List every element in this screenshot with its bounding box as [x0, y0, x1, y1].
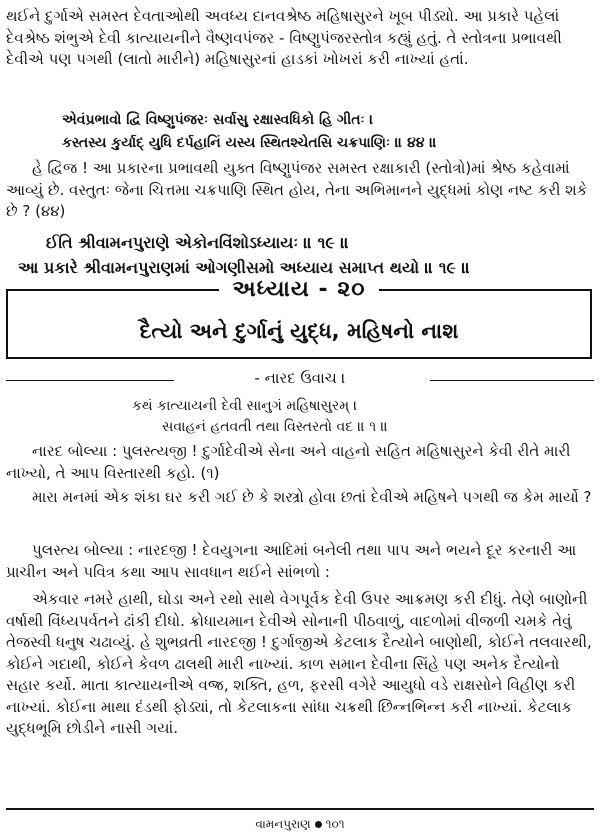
divider-right — [430, 380, 594, 381]
body-paragraph: પુલસ્ત્ય બોલ્યા : નારદજી ! દેવયુગના આદિમાં બનેલી તથા પાપ અને ભયને દૂર કરનારી આ પ્રાચીન અને પવિત્ર કથા આપ સાવધાન થઈને સાંભળો : — [6, 541, 577, 581]
chapter-heading-box — [6, 277, 592, 359]
chapter-number: અધ્યાય - ૨૦ — [8, 277, 590, 302]
sanskrit-verse-line: એવંપ્રભાવો દ્વિ વિષ્ણુપંજરઃ સર્વાસુ રક્ષાસ્વધિકો હિ ગીતઃ । — [62, 112, 374, 128]
body-paragraph: મારા મનમાં એક શંકા ઘર કરી ગઈ છે કે શસ્ત્રો હોવા છતાં દેવીએ મહિષને પગથી જ કેમ માર્યો ? — [32, 488, 592, 506]
body-paragraph: નારદ બોલ્યા : પુલસ્ત્યજી ! દુર્ગાદેવીએ સેના અને વાહનો સહિત મહિષાસુરને કેવી રીતે મારી નાખ્યો, તે આપ વિસ્તારથી કહો. (૧) — [6, 442, 571, 482]
footer-book-title: વામનપુરાણ — [255, 817, 311, 831]
colophon-gujarati: આ પ્રકારે શ્રીવામનપુરાણમાં ઓગણીસમો અધ્યાય સમાપ્ત થયો ॥ ૧૯ ॥ — [18, 258, 471, 277]
bullet-icon — [315, 821, 322, 828]
sanskrit-verse-line: કથં કાત્યાયની દેવી સાનુગં મહિષાસુરમ્ । — [132, 398, 358, 414]
colophon-sanskrit: ઈતિ શ્રીવામનપુરાણે એકોનવિંશોઽધ્યાયઃ ॥ ૧૯ ॥ — [46, 233, 349, 252]
sanskrit-verse-line: કસ્તસ્ય કુર્યાદ્ યુધિ દર્પહાનિં યસ્ય સ્થિતશ્ચેતસિ ચક્રપાણિઃ ॥ ૪૪ ॥ — [62, 135, 437, 151]
page-number: ૧૦૧ — [325, 817, 345, 831]
verse-commentary: હે દ્વિજ ! આ પ્રકારના પ્રભાવથી યુક્ત વિષ્ણુપંજર સમસ્ત રક્ષાકારી (સ્તોત્રો)માં શ્રેષ્ઠ કહેવામાં આવ્યું છે. વસ્તુતઃ જેના ચિત્તમા ચક્રપાણિ સ્થિત હોય, તેના અભિમાનને યુદ્ધમાં કોણ નષ્ટ કરી શકે છે ? (૪૪) — [6, 159, 588, 220]
intro-paragraph: થઈને દુર્ગાએ સમસ્ત દેવતાઓથી અવધ્ય દાનવશ્રેષ્ઠ મહિષાસુરને ખૂબ પીડ્યો. આ પ્રકારે પહેલાં દેવશ્રેષ્ઠ શંભુએ દેવી કાત્યાયનીને વૈષ્ણવપંજર - વિષ્ણુપંજરસ્તોત્ર કહ્યું હતું. તે સ્તોત્રના પ્રભાવથી દેવીએ પણ પગથી (લાતો મારીને) મહિષાસુરનાં હાડકાં ખોખરાં કરી નાખ્યાં હતાં. — [6, 7, 562, 68]
chapter-title: દૈત્યો અને દુર્ગાનું યુદ્ધ, મહિષનો નાશ — [139, 319, 459, 343]
speaker-heading: - નારદ ઉવાચ । — [0, 369, 600, 387]
footer-rule — [6, 808, 594, 810]
sanskrit-verse-line: સવાહનં હતવતી તથા વિસ્તરતો વદ ॥ ૧ ॥ — [162, 419, 389, 435]
body-paragraph: એકવાર નમરે હાથી, ઘોડા અને રથો સાથે વેગપૂર્વક દેવી ઉપર આક્રમણ કરી દીધું. તેણે બાણોની વર્ષાથી વિંધ્યપર્વતને ઢાંકી દીધો. ક્રોધાયમાન દેવીએ સોનાની પીઠવાળું, વાદળોમાં વીજળી ચમકે તેવું તેજસ્વી ધનુષ ચઢાવ્યું. હે શુભવ્રતી નારદજી ! દુર્ગાજીએ કેટલાક દૈત્યોને બાણોથી, કોઈને તલવારથી, કોઈને ગદાથી, કોઈને કેવળ ઢાલથી મારી નાખ્યાં. કાળ સમાન દેવીના સિંહે પણ અનેક દૈત્યોનો સહાર કર્યો. માતા કાત્યાયનીએ વજ્ર, શક્તિ, હળ, ફરસી વગેરે આયુધો વડે રાક્ષસોને વિહીણ કરી નાખ્યાં. કોઈના માથા દંડથી ફોડ્યાં, તો કેટલાકના સાંધા ચક્રથી છિન્નભિન્ન કરી નાખ્યાં. કેટલાક યુદ્ધભૂમિ છોડીને નાસી ગયાં. — [6, 590, 592, 737]
page-footer — [0, 817, 600, 832]
